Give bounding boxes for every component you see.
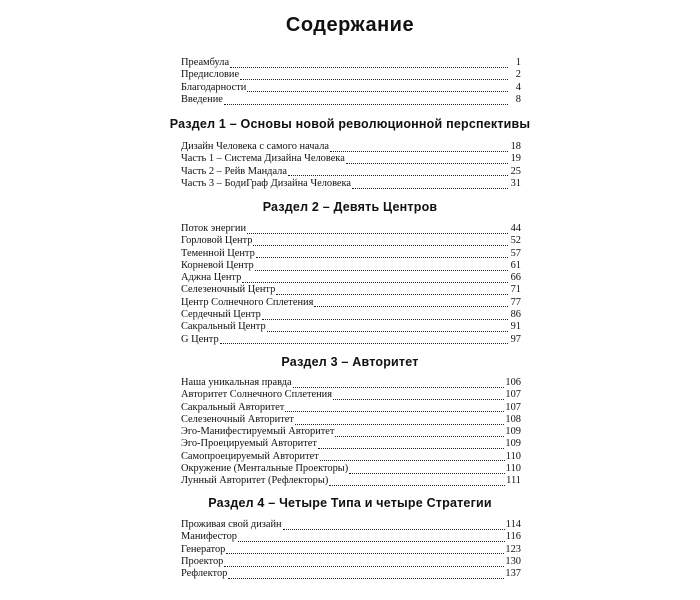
toc-leader-dots [329,477,505,486]
toc-leader-dots [349,465,505,474]
toc-entry-page: 1 [515,57,521,68]
toc-entry-page: 123 [505,543,521,555]
toc-entry-label: Эго-Проецируемый Авторитет [181,438,317,450]
toc-entry[interactable] [181,568,521,580]
toc-entry-page: 31 [510,177,521,189]
toc-entry-label: G Центр [181,333,219,345]
toc-entry[interactable] [181,438,521,450]
toc-entry-page: 86 [510,309,521,321]
toc-entry-page: 110 [505,463,521,475]
toc-entry[interactable] [181,235,521,247]
toc-entry-page: 19 [510,153,521,165]
toc-entry-label: Проживая свой дизайн [181,519,282,530]
toc-entry-page: 109 [505,426,521,438]
toc-leader-dots [293,379,505,388]
toc-entry[interactable] [181,248,521,260]
toc-entry-label: Проектор [181,555,224,567]
toc-leader-dots [314,298,508,307]
toc-leader-dots [288,167,508,176]
toc-entry-page: 106 [505,377,521,388]
toc-entry-label: Горловой Центр [181,235,253,247]
toc-entry-label: Сакральный Авторитет [181,401,285,413]
toc-entry-page: 44 [510,223,521,234]
toc-entry-label: Генератор [181,543,226,555]
toc-entry-label: Селезеночный Авторитет [181,413,294,425]
toc-entry-page: 91 [510,321,521,333]
toc-entry-label: Преамбула [181,57,230,68]
toc-entry-label: Дизайн Человека с самого начала [181,141,329,152]
toc-leader-dots [238,533,505,542]
toc-entry-page: 110 [505,450,521,462]
toc-entry-label: Наша уникальная правда [181,377,292,388]
toc-entry[interactable] [181,377,521,389]
toc-entry-label: Часть 2 – Рейв Мандала [181,165,287,177]
toc-entry-page: 52 [510,235,521,247]
toc-entry-page: 66 [510,272,521,284]
toc-leader-dots [267,323,508,332]
toc-entry-page: 4 [515,81,521,93]
toc-leader-dots [320,452,505,461]
toc-entry[interactable] [181,166,521,178]
toc-entry-label: Рефлектор [181,568,228,580]
toc-entry-label: Корневой Центр [181,259,254,271]
toc-entry-page: 57 [510,247,521,259]
toc-entry-page: 61 [510,259,521,271]
toc-entry-label: Сердечный Центр [181,309,261,321]
toc-leader-dots [242,274,508,283]
section-heading: Раздел 1 – Основы новой революционной перспективы [169,117,531,131]
toc-entry[interactable] [181,519,521,531]
toc-entry[interactable] [181,260,521,272]
toc-leader-dots [247,225,508,234]
toc-entry-label: Теменной Центр [181,247,255,259]
toc-entry-label: Предисловие [181,69,240,81]
toc-entry[interactable] [181,321,521,333]
toc-entry-page: 18 [510,141,521,152]
toc-entry-page: 25 [510,165,521,177]
toc-entry-label: Окружение (Ментальные Проекторы) [181,463,349,475]
toc-entry-label: Манифестор [181,531,237,543]
toc-leader-dots [230,59,508,68]
toc-entry-label: Центр Солнечного Сплетения [181,296,314,308]
toc-entry[interactable] [181,531,521,543]
toc-leader-dots [228,570,504,579]
toc-entry-label: Самопроецируемый Авторитет [181,450,319,462]
toc-entry[interactable] [181,57,521,69]
toc-entry-page: 114 [505,519,521,530]
toc-entry-label: Лунный Авторитет (Рефлекторы) [181,475,329,487]
toc-entry-page: 107 [505,389,521,401]
section-heading: Раздел 2 – Девять Центров [262,200,438,214]
section-heading: Раздел 3 – Авторитет [281,355,419,369]
toc-leader-dots [224,96,508,105]
toc-entry[interactable] [181,284,521,296]
toc-entry[interactable] [181,94,521,106]
toc-entry-page: 77 [510,296,521,308]
toc-leader-dots [330,143,508,152]
toc-entry-page: 108 [505,413,521,425]
section-heading: Раздел 4 – Четыре Типа и четыре Стратегии [208,496,492,510]
toc-leader-dots [262,311,508,320]
toc-leader-dots [255,262,508,271]
toc-leader-dots [240,71,508,80]
toc-leader-dots [285,403,504,412]
toc-entry-page: 116 [505,531,521,543]
toc-entry-page: 137 [505,568,521,580]
toc-list-section-1 [181,141,521,190]
toc-entry[interactable] [181,402,521,414]
toc-leader-dots [247,83,508,92]
toc-entry[interactable] [181,414,521,426]
toc-entry-label: Благодарности [181,81,247,93]
toc-entry-label: Часть 1 – Система Дизайна Человека [181,153,345,165]
toc-leader-dots [256,249,508,258]
toc-entry[interactable] [181,297,521,309]
toc-entry[interactable] [181,82,521,94]
toc-entry-page: 2 [515,69,521,81]
toc-entry-label: Поток энергии [181,223,247,234]
toc-entry[interactable] [181,153,521,165]
toc-leader-dots [224,558,504,567]
toc-leader-dots [295,416,504,425]
toc-entry[interactable] [181,178,521,190]
toc-list-section-3 [181,377,521,488]
toc-entry-label: Авторитет Солнечного Сплетения [181,389,333,401]
toc-entry-page: 8 [515,93,521,105]
toc-list-intro [181,57,521,106]
toc-leader-dots [276,286,508,295]
toc-leader-dots [333,391,504,400]
toc-leader-dots [318,440,504,449]
toc-entry-page: 109 [505,438,521,450]
toc-entry[interactable] [181,69,521,81]
toc-entry-label: Аджна Центр [181,272,242,284]
toc-entry-page: 107 [505,401,521,413]
toc-leader-dots [283,521,505,530]
toc-entry[interactable] [181,272,521,284]
toc-entry-label: Введение [181,93,223,105]
toc-entry[interactable] [181,463,521,475]
toc-entry[interactable] [181,544,521,556]
toc-entry-page: 71 [510,284,521,296]
toc-entry[interactable] [181,475,521,487]
toc-list-section-4 [181,519,521,580]
toc-entry-label: Часть 3 – БодиГраф Дизайна Человека [181,177,352,189]
toc-entry-page: 111 [506,475,521,487]
toc-entry[interactable] [181,334,521,346]
toc-leader-dots [220,335,508,344]
toc-entry-label: Эго-Манифестируемый Авторитет [181,426,335,438]
toc-entry[interactable] [181,426,521,438]
toc-entry-page: 130 [505,555,521,567]
toc-entry[interactable] [181,451,521,463]
toc-leader-dots [346,155,508,164]
toc-entry[interactable] [181,223,521,235]
toc-entry-label: Селезеночный Центр [181,284,276,296]
toc-entry[interactable] [181,309,521,321]
toc-entry[interactable] [181,556,521,568]
toc-leader-dots [226,545,504,554]
toc-leader-dots [253,237,508,246]
toc-entry[interactable] [181,389,521,401]
toc-leader-dots [335,428,504,437]
toc-entry-page: 97 [510,333,521,345]
toc-entry[interactable] [181,141,521,153]
toc-list-section-2 [181,223,521,346]
page-title: Содержание [285,14,415,36]
toc-leader-dots [352,180,508,189]
toc-entry-label: Сакральный Центр [181,321,266,333]
